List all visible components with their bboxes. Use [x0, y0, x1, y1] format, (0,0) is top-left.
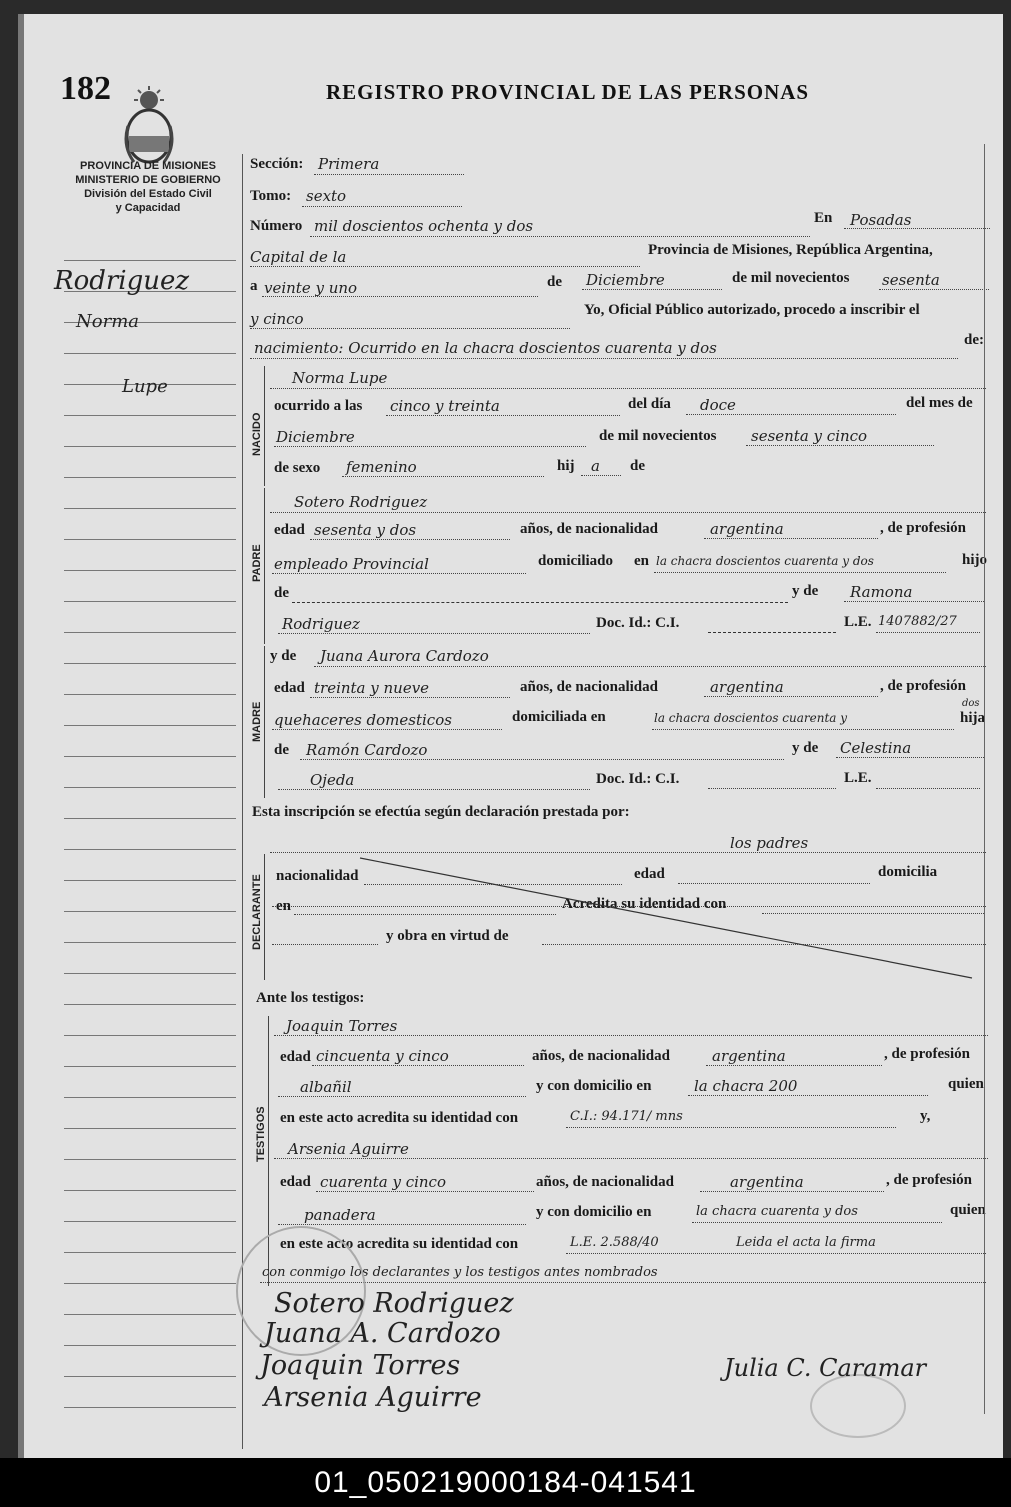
madre-edad-label: edad [274, 680, 305, 696]
declaracion-label: Esta inscripción se efectúa según declaración prestada por: [252, 804, 630, 820]
testigo1-nac-value: argentina [712, 1047, 786, 1065]
anio-value-2: y cinco [250, 310, 304, 328]
madre-nombre: Juana Aurora Cardozo [320, 647, 489, 665]
testigo2-prof-label: , de profesión [886, 1172, 972, 1188]
margin-rule [64, 1376, 236, 1377]
signature-witness-1: Joaquin Torres [260, 1350, 461, 1381]
margin-rule [64, 1190, 236, 1191]
testigo2-prof-value: panadera [304, 1206, 376, 1224]
ante-testigos-label: Ante los testigos: [256, 990, 365, 1006]
margin-rule [64, 353, 236, 354]
padre-edad-label: edad [274, 522, 305, 538]
testigo2-acredita-label: en este acto acredita su identidad con [280, 1236, 519, 1252]
sexo-value: femenino [346, 458, 417, 476]
margin-rule [64, 1066, 236, 1067]
cierre-line-1: Leida el acta la firma [736, 1235, 876, 1250]
padre-dom-value: la chacra doscientos cuarenta y dos [656, 554, 874, 568]
ocurrido-label: ocurrido a las [274, 398, 363, 414]
testigo1-edad-label: edad [280, 1049, 311, 1065]
madre-nac-value: argentina [710, 678, 784, 696]
en-value: Posadas [850, 211, 912, 229]
testigo1-y-label: y, [920, 1108, 931, 1124]
madre-label: MADRE [251, 701, 263, 742]
madre-hija-label: hija [960, 710, 986, 726]
madre-prof-value: quehaceres domesticos [274, 711, 452, 729]
anio-value: sesenta [882, 271, 940, 289]
tomo-label: Tomo: [250, 188, 292, 204]
yo-statement: Yo, Oficial Público autorizado, procedo a inscribir el [584, 302, 920, 318]
barcode-label: 01_050219000184-041541 [0, 1458, 1011, 1507]
padre-prof-value: empleado Provincial [274, 555, 429, 573]
testigo1-quien-label: quien [948, 1076, 984, 1092]
hij-value: a [591, 457, 600, 475]
margin-rule [64, 911, 236, 912]
madre-dom-value: la chacra doscientos cuarenta y [654, 711, 848, 725]
signature-witness-2: Arsenia Aguirre [264, 1382, 482, 1413]
margin-rule [64, 1035, 236, 1036]
margin-rule [64, 849, 236, 850]
testigo1-dom-value: la chacra 200 [694, 1077, 798, 1095]
testigo2-edad-label: edad [280, 1174, 311, 1190]
margin-rule [64, 880, 236, 881]
hora-value: cinco y treinta [390, 397, 500, 415]
declarante-virtud-label: y obra en virtud de [386, 928, 509, 944]
testigo2-nac-value: argentina [730, 1173, 804, 1191]
hij-de-label: de [630, 458, 645, 474]
madre-dos-sup: dos [962, 698, 980, 709]
padre-hijo-label: hijo [962, 552, 988, 568]
margin-rule [64, 663, 236, 664]
signature-father: Sotero Rodriguez [274, 1288, 514, 1319]
ministry-label: MINISTERIO DE GOBIERNO [75, 174, 221, 186]
margin-rule [64, 260, 236, 261]
declarante-edad-label: edad [634, 866, 665, 882]
margin-rule [64, 818, 236, 819]
padre-edad-value: sesenta y dos [314, 521, 417, 539]
margin-rule [64, 415, 236, 416]
madre-nac-label: años, de nacionalidad [520, 679, 658, 695]
place-value: Capital de la [250, 248, 347, 266]
padre-le-label: L.E. [844, 614, 872, 630]
madre-madre-de-2: Ojeda [310, 771, 355, 789]
declarante-cancel-line [266, 856, 986, 980]
padre-le-value: 1407882/27 [878, 614, 957, 629]
margin-rule [64, 1159, 236, 1160]
nacimiento-value: nacimiento: Ocurrido en la chacra doscientos cuarenta y dos [254, 339, 717, 357]
testigo1-edad-value: cincuenta y cinco [316, 1047, 449, 1065]
record-page [18, 14, 1003, 1458]
margin-rule [64, 973, 236, 974]
margin-rule [64, 1314, 236, 1315]
padre-y-de-label: y de [792, 583, 819, 599]
page-number: 182 [60, 70, 111, 107]
madre-de-label: de [274, 742, 289, 758]
a-label: a [250, 278, 258, 294]
padre-madre-de: Ramona [850, 583, 913, 601]
testigo1-prof-value: albañil [300, 1078, 352, 1096]
padre-prof-label: , de profesión [880, 520, 966, 536]
declarante-dom-label: domicilia [878, 864, 938, 880]
margin-rule [64, 725, 236, 726]
margin-rule [64, 508, 236, 509]
margin-rule [64, 1128, 236, 1129]
padre-nac-value: argentina [710, 520, 784, 538]
anio-label: de mil novecientos [732, 270, 850, 286]
declarante-nac-label: nacionalidad [276, 868, 359, 884]
margin-rule [64, 787, 236, 788]
padre-en-label: en [634, 553, 649, 569]
mes-value: Diciembre [586, 271, 665, 289]
cierre-line-2: con conmigo los declarantes y los testigos antes nombrados [262, 1265, 658, 1280]
provincia-label: Provincia de Misiones, República Argentina, [648, 242, 933, 258]
madre-le-label: L.E. [844, 770, 872, 786]
testigo2-nombre: Arsenia Aguirre [288, 1140, 409, 1158]
dia-nacido-value: doce [700, 396, 736, 414]
margin-surname: Rodriguez [54, 266, 190, 296]
margin-rule [64, 1407, 236, 1408]
numero-value: mil doscientos ochenta y dos [314, 217, 534, 235]
division-label: División del Estado Civil [84, 188, 212, 200]
testigo1-nombre: Joaquin Torres [286, 1017, 398, 1035]
padre-doc-label: Doc. Id.: C.I. [596, 615, 680, 631]
testigo2-nac-label: años, de nacionalidad [536, 1174, 674, 1190]
margin-rule [64, 942, 236, 943]
padre-nac-label: años, de nacionalidad [520, 521, 658, 537]
mes-nacido-value: Diciembre [276, 428, 355, 446]
nacido-label: NACIDO [251, 412, 263, 456]
padre-nombre: Sotero Rodriguez [294, 493, 428, 511]
margin-rule [64, 1283, 236, 1284]
margin-rule [64, 1097, 236, 1098]
margin-rule [64, 1252, 236, 1253]
document-title: REGISTRO PROVINCIAL DE LAS PERSONAS [326, 80, 810, 104]
margin-name-2: Lupe [122, 376, 168, 397]
column-divider [242, 154, 243, 1449]
seccion-label: Sección: [250, 156, 304, 172]
margin-rule [64, 632, 236, 633]
testigo1-doc-value: C.I.: 94.171/ mns [570, 1109, 683, 1124]
margin-rule [64, 1004, 236, 1005]
seccion-value: Primera [318, 155, 380, 173]
del-dia-label: del día [628, 396, 671, 412]
madre-edad-value: treinta y nueve [314, 679, 430, 697]
signature-official: Julia C. Caramar [724, 1354, 927, 1382]
declaracion-value: los padres [730, 834, 809, 852]
de-end-label: de: [964, 332, 984, 348]
mil-label: de mil novecientos [599, 428, 717, 444]
testigo2-dom-value: la chacra cuarenta y dos [696, 1204, 858, 1219]
declarante-acredita-label: Acredita su identidad con [562, 896, 727, 912]
coat-of-arms-icon [120, 86, 178, 166]
testigo2-edad-value: cuarenta y cinco [320, 1173, 446, 1191]
testigo2-quien-label: quien [950, 1202, 986, 1218]
hij-label: hij [557, 458, 575, 474]
margin-rule [64, 601, 236, 602]
padre-de-label: de [274, 585, 289, 601]
declarante-en-label: en [276, 898, 291, 914]
declarante-label: DECLARANTE [251, 874, 263, 950]
official-seal-icon [810, 1374, 906, 1438]
padre-madre-de-2: Rodriguez [282, 615, 360, 633]
province-label: PROVINCIA DE MISIONES [80, 160, 216, 172]
en-label: En [814, 210, 833, 226]
madre-padre-de: Ramón Cardozo [306, 741, 428, 759]
margin-rule [64, 1345, 236, 1346]
testigo1-nac-label: años, de nacionalidad [532, 1048, 670, 1064]
testigo2-dom-label: y con domicilio en [536, 1204, 652, 1220]
right-border [984, 144, 985, 1414]
testigo1-dom-label: y con domicilio en [536, 1078, 652, 1094]
testigo2-doc-value: L.E. 2.588/40 [570, 1235, 659, 1250]
madre-y-de-label: y de [270, 648, 297, 664]
madre-prof-label: , de profesión [880, 678, 966, 694]
de-label: de [547, 274, 562, 290]
del-mes-label: del mes de [906, 395, 973, 411]
margin-rule [64, 446, 236, 447]
margin-rule [64, 756, 236, 757]
sexo-label: de sexo [274, 460, 321, 476]
capacity-label: y Capacidad [115, 202, 181, 214]
margin-rule [64, 1221, 236, 1222]
issuing-authority [58, 159, 238, 215]
margin-rule [64, 570, 236, 571]
nacido-nombre: Norma Lupe [292, 369, 388, 387]
margin-rule [64, 694, 236, 695]
testigos-label: TESTIGOS [255, 1106, 267, 1162]
dia-value: veinte y uno [264, 279, 358, 297]
tomo-value: sexto [306, 187, 347, 205]
margin-name-1: Norma [76, 311, 139, 332]
signature-mother: Juana A. Cardozo [264, 1318, 501, 1349]
padre-label: PADRE [251, 544, 263, 582]
testigo1-prof-label: , de profesión [884, 1046, 970, 1062]
padre-dom-label: domiciliado [538, 553, 614, 569]
madre-dom-label: domiciliada en [512, 709, 606, 725]
testigo1-acredita-label: en este acto acredita su identidad con [280, 1110, 519, 1126]
madre-madre-de: Celestina [840, 739, 912, 757]
margin-rule [64, 539, 236, 540]
madre-doc-label: Doc. Id.: C.I. [596, 771, 680, 787]
anio-nacido-value: sesenta y cinco [751, 427, 868, 445]
numero-label: Número [250, 218, 303, 234]
madre-y-de2-label: y de [792, 740, 819, 756]
margin-rule [64, 477, 236, 478]
